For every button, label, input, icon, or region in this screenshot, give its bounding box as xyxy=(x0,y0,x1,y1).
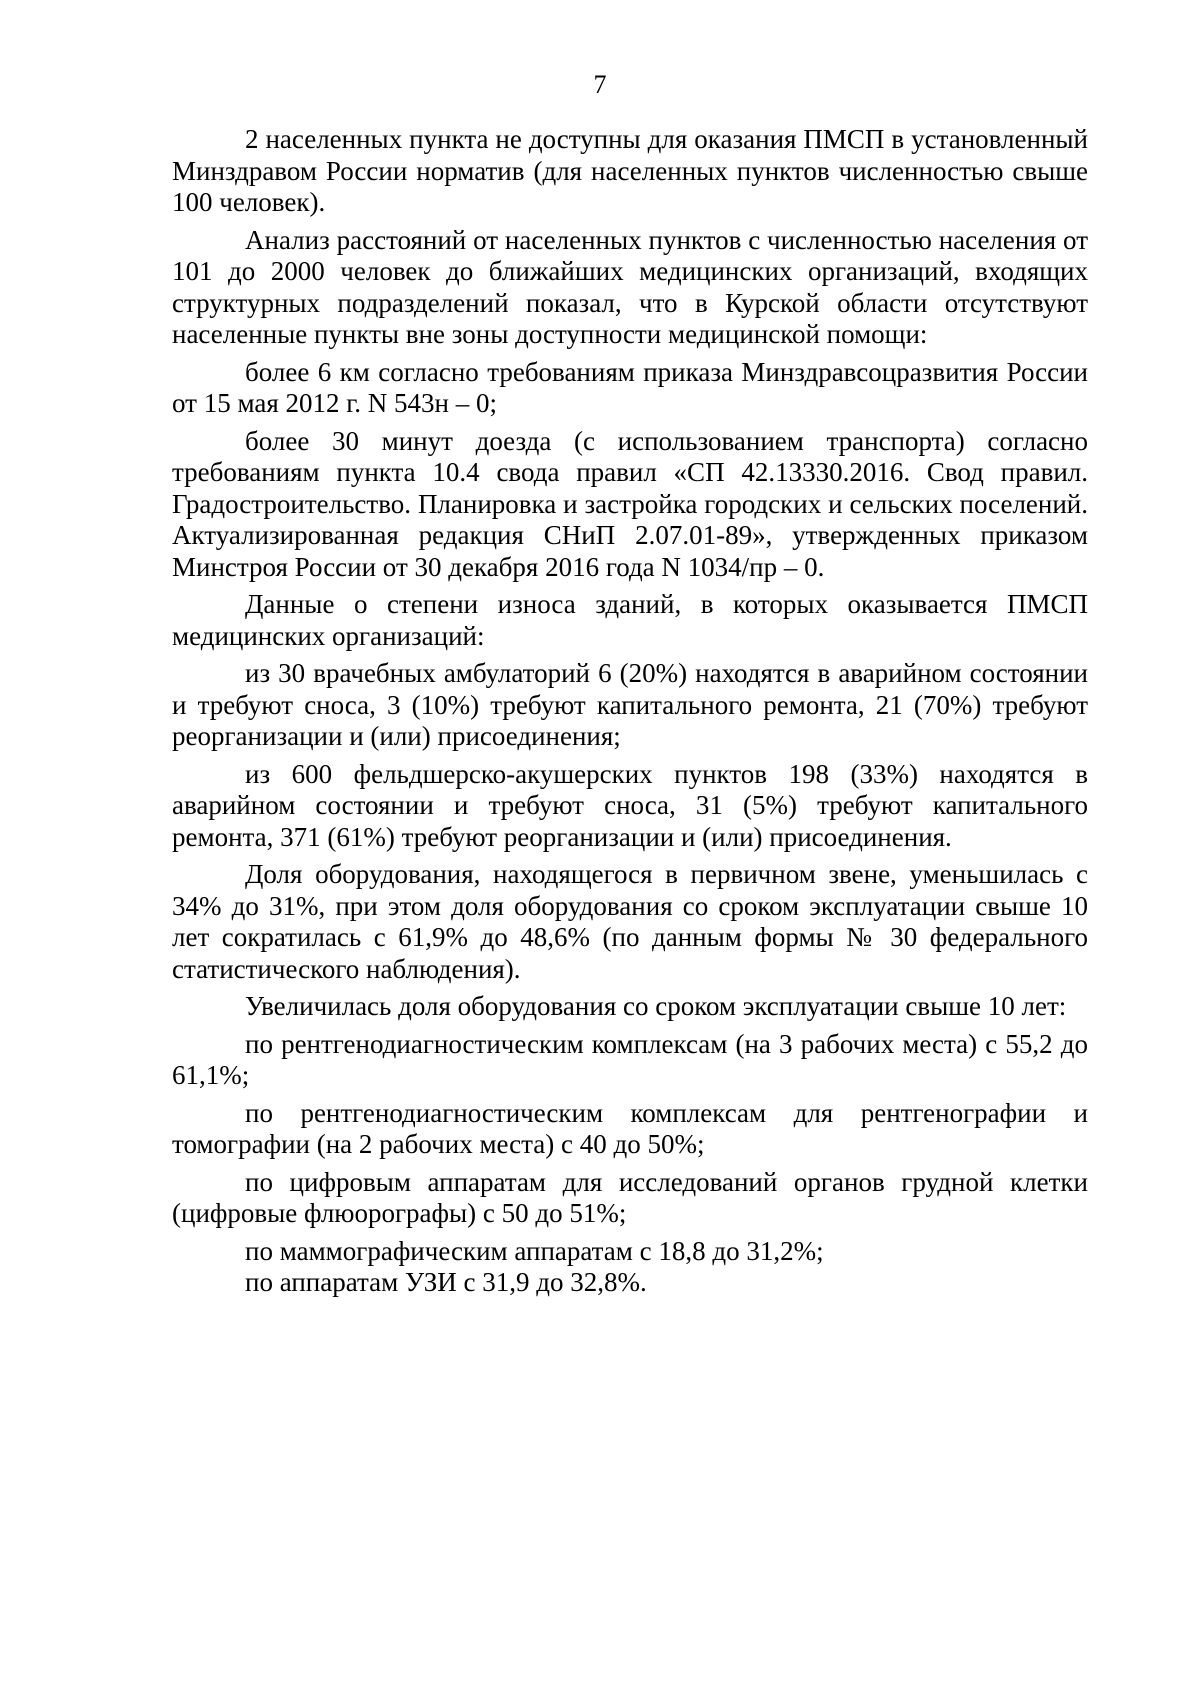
paragraph-ambulatories: из 30 врачебных амбулаторий 6 (20%) находятся в аварийном состоянии и требуют сноса, 3 (10%) требуют капитального ремонта, 21 (70%) требуют реорганизации и (или) присоединения; xyxy=(172,658,1088,751)
document-body xyxy=(172,124,1088,1299)
paragraph-equipment-share: Доля оборудования, находящегося в первичном звене, уменьшилась с 34% до 31%, при этом доля оборудования со сроком эксплуатации свыше 10 лет сократилась с 61,9% до 48,6% (по данным формы № 30 федерального статистического наблюдения). xyxy=(172,859,1088,984)
paragraph-distance-analysis: Анализ расстояний от населенных пунктов с численностью населения от 101 до 2000 человек до ближайших медицинских организаций, входящих структурных подразделений показал, что в Курской области отсутствуют населенные пункты вне зоны доступности медицинской помощи: xyxy=(172,224,1088,349)
paragraph-30min-requirement: более 30 минут доезда (с использованием транспорта) согласно требованиям пункта 10.4 свода правил «СП 42.13330.2016. Свод правил. Градостроительство. Планировка и застройка городских и сельских поселений. Актуализированная редакция СНиП 2.07.01-89», утвержденных приказом Минстроя России от 30 декабря 2016 года N 1034/пр – 0. xyxy=(172,425,1088,582)
list-item-xray-3-places: по рентгенодиагностическим комплексам (на 3 рабочих места) с 55,2 до 61,1%; xyxy=(172,1028,1088,1090)
paragraph-equipment-increase-intro: Увеличилась доля оборудования со сроком эксплуатации свыше 10 лет: xyxy=(245,991,1067,1021)
paragraph-fap: из 600 фельдшерско-акушерских пунктов 198 (33%) находятся в аварийном состоянии и требуют сноса, 31 (5%) требуют капитального ремонта, 371 (61%) требуют реорганизации и (или) присоединения. xyxy=(172,758,1088,852)
paragraph-6km-requirement: более 6 км согласно требованиям приказа Минздравсоцразвития России от 15 мая 2012 г. N 543н – 0; xyxy=(172,356,1088,418)
list-item-xray-2-places: по рентгенодиагностическим комплексам для рентгенографии и томографии (на 2 рабочих места) с 40 до 50%; xyxy=(172,1097,1088,1159)
page-number: 7 xyxy=(593,70,607,99)
paragraph-unavailable-settlements: 2 населенных пункта не доступны для оказания ПМСП в установленный Минздравом России норматив (для населенных пунктов численностью свыше 100 человек). xyxy=(172,124,1088,217)
list-item-fluorographs: по цифровым аппаратам для исследований органов грудной клетки (цифровые флюорографы) с 50 до 51%; xyxy=(172,1166,1088,1228)
list-item-ultrasound: по аппаратам УЗИ с 31,9 до 32,8%. xyxy=(245,1267,647,1297)
paragraph-building-wear-intro: Данные о степени износа зданий, в которых оказывается ПМСП медицинских организаций: xyxy=(172,589,1088,651)
list-item-mammography: по маммографическим аппаратам с 18,8 до 31,2%; xyxy=(245,1235,824,1266)
